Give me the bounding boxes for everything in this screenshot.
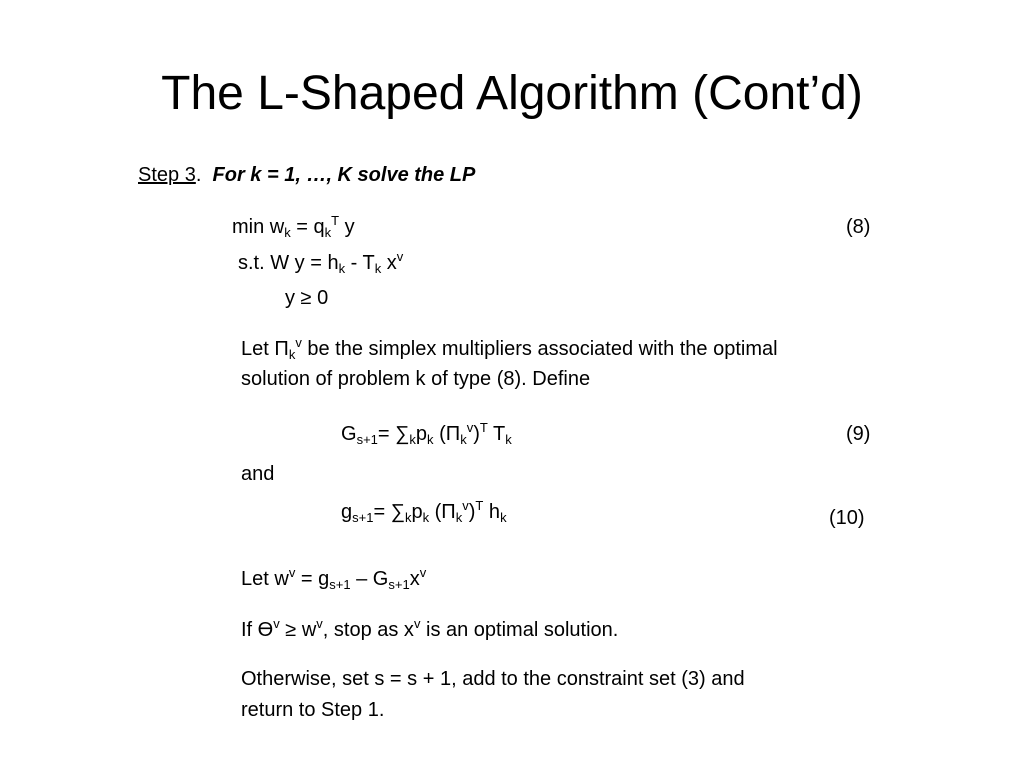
let-pi-line-2: solution of problem k of type (8). Define — [241, 368, 591, 390]
superscript: v — [288, 565, 296, 580]
subscript: s+1 — [356, 432, 378, 447]
let-w-text: = g — [295, 568, 330, 590]
objective-text: = q — [290, 216, 325, 238]
subscript: s+1 — [388, 577, 410, 592]
formula-text: G — [341, 423, 357, 445]
let-pi-text: be the simplex multipliers associated with the optimal — [301, 338, 778, 360]
formula-text: p — [415, 423, 428, 445]
g-definition — [341, 500, 507, 524]
superscript: v — [466, 420, 474, 435]
superscript: v — [316, 616, 323, 631]
superscript: T — [475, 498, 484, 513]
stop-text: If Ɵ — [241, 619, 274, 641]
superscript: v — [273, 616, 280, 631]
superscript: T — [479, 420, 488, 435]
lp-nonnegativity: y ≥ 0 — [285, 287, 329, 309]
otherwise-line-2: return to Step 1. — [241, 699, 385, 721]
subscript: k — [505, 432, 512, 447]
subscript: k — [404, 510, 412, 525]
let-w-text: – G — [350, 568, 389, 590]
superscript: v — [396, 249, 404, 264]
let-pi-text: Let Π — [241, 338, 289, 360]
subscript: k — [324, 225, 332, 240]
stopping-condition — [241, 618, 618, 642]
let-pi-line-1 — [241, 337, 778, 361]
formula-text: ) — [468, 501, 476, 523]
stop-text: , stop as x — [322, 619, 414, 641]
and-text: and — [241, 463, 275, 485]
constraint-text: s.t. W y = h — [238, 252, 339, 274]
stop-text: ≥ w — [279, 619, 317, 641]
superscript: T — [331, 213, 340, 228]
formula-text: h — [483, 501, 501, 523]
subscript: s+1 — [352, 510, 374, 525]
formula-text: T — [487, 423, 506, 445]
slide-title: The L-Shaped Algorithm (Cont’d) — [161, 67, 863, 120]
lp-objective — [232, 215, 355, 239]
subscript: k — [455, 510, 463, 525]
step-label: Step 3 — [138, 164, 196, 186]
equation-number-8: (8) — [846, 216, 871, 238]
subscript: k — [338, 261, 346, 276]
superscript: v — [295, 335, 302, 350]
equation-number-10: (10) — [829, 507, 865, 529]
step-3-heading — [138, 163, 475, 187]
formula-text: g — [341, 501, 353, 523]
formula-text: = ∑ — [377, 423, 410, 445]
superscript: v — [462, 498, 469, 513]
subscript: k — [374, 261, 382, 276]
equation-number-9: (9) — [846, 423, 871, 445]
let-w-text: Let w — [241, 568, 289, 590]
superscript: v — [413, 616, 421, 631]
subscript: k — [460, 432, 467, 447]
step-dot: . — [195, 164, 202, 186]
subscript: k — [427, 432, 434, 447]
objective-text: y — [339, 216, 355, 238]
objective-text: min w — [232, 216, 285, 238]
G-definition — [341, 422, 512, 446]
constraint-text: - T — [345, 252, 375, 274]
superscript: v — [419, 565, 427, 580]
subscript: k — [422, 510, 430, 525]
subscript: k — [288, 347, 296, 362]
formula-text: (Π — [433, 423, 461, 445]
lp-constraint — [238, 251, 403, 275]
subscript: k — [284, 225, 291, 240]
otherwise-line-1: Otherwise, set s = s + 1, add to the constraint set (3) and — [241, 668, 745, 690]
formula-text: (Π — [429, 501, 456, 523]
subscript: s+1 — [329, 577, 351, 592]
step-instruction: For k = 1, …, K solve the LP — [212, 164, 476, 186]
formula-text: p — [411, 501, 423, 523]
subscript: k — [409, 432, 416, 447]
let-w-text: x — [409, 568, 420, 590]
stop-text: is an optimal solution. — [420, 619, 619, 641]
let-w-line — [241, 567, 426, 591]
subscript: k — [500, 510, 507, 525]
constraint-text: x — [381, 252, 397, 274]
formula-text: = ∑ — [373, 501, 405, 523]
formula-text: ) — [473, 423, 480, 445]
